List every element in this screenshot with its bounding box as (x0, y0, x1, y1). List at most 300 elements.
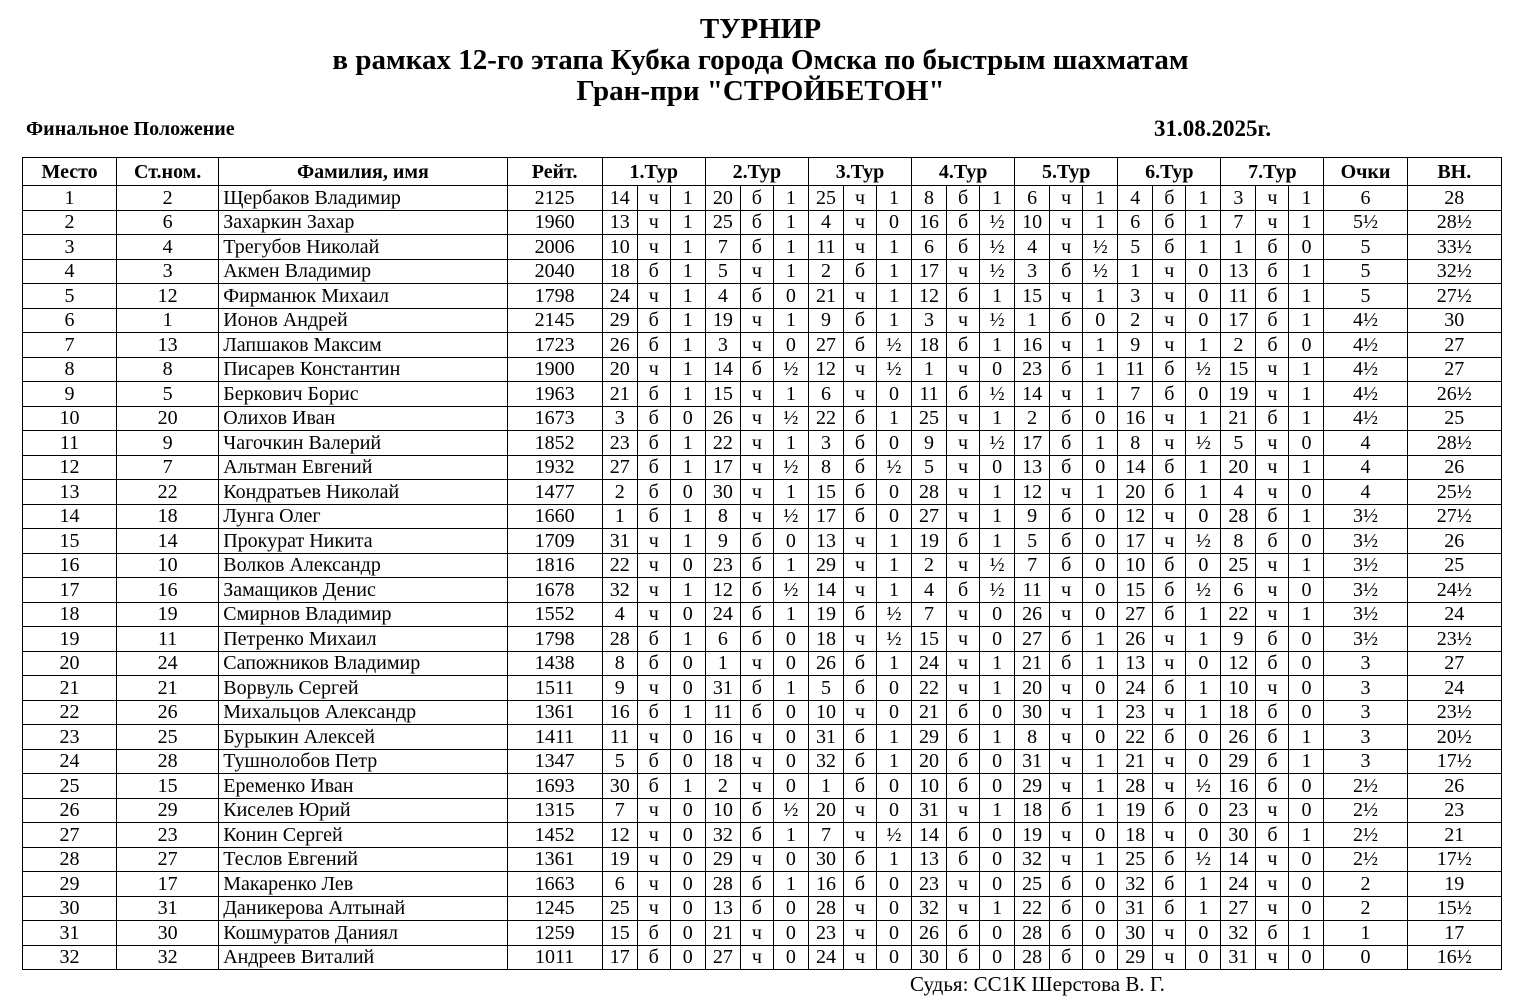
table-row (23, 872, 1502, 897)
cell-round-7-opponent: 21 (1221, 406, 1256, 431)
cell-round-3-result: 1 (876, 308, 911, 333)
cell-round-6-color: ч (1153, 284, 1186, 309)
cell-start-no: 23 (117, 823, 219, 848)
cell-round-7-opponent: 6 (1221, 578, 1256, 603)
cell-round-6-result: 1 (1186, 235, 1221, 260)
cell-round-2-result: 0 (773, 725, 808, 750)
cell-rating: 1011 (507, 945, 602, 970)
cell-round-1-result: 1 (670, 431, 705, 456)
cell-points: 4½ (1324, 382, 1407, 407)
cell-round-4-opponent: 13 (912, 847, 947, 872)
cell-round-3-result: ½ (876, 823, 911, 848)
cell-round-2-opponent: 10 (705, 798, 740, 823)
table-row (23, 896, 1502, 921)
cell-name: Фирманюк Михаил (219, 284, 507, 309)
cell-start-no: 28 (117, 749, 219, 774)
cell-round-2-opponent: 13 (705, 896, 740, 921)
cell-name: Михальцов Александр (219, 700, 507, 725)
cell-round-4-opponent: 18 (912, 333, 947, 358)
cell-place: 2 (23, 210, 117, 235)
cell-round-1-result: 0 (670, 823, 705, 848)
cell-round-2-opponent: 12 (705, 578, 740, 603)
cell-round-3-result: 0 (876, 945, 911, 970)
cell-round-1-color: б (637, 431, 670, 456)
cell-tiebreak: 15½ (1407, 896, 1501, 921)
cell-round-7-opponent: 19 (1221, 382, 1256, 407)
cell-round-2-result: ½ (773, 798, 808, 823)
cell-round-7-opponent: 9 (1221, 627, 1256, 652)
cell-round-2-opponent: 3 (705, 333, 740, 358)
cell-round-1-color: ч (637, 676, 670, 701)
cell-round-5-opponent: 20 (1015, 676, 1050, 701)
cell-round-7-opponent: 23 (1221, 798, 1256, 823)
cell-round-3-opponent: 21 (808, 284, 843, 309)
col-round-6: 6.Тур (1118, 158, 1221, 186)
table-row (23, 382, 1502, 407)
cell-place: 31 (23, 921, 117, 946)
cell-round-2-result: 0 (773, 945, 808, 970)
cell-round-7-result: 0 (1289, 700, 1324, 725)
cell-round-5-result: 1 (1083, 210, 1118, 235)
cell-place: 28 (23, 847, 117, 872)
cell-start-no: 27 (117, 847, 219, 872)
cell-tiebreak: 26½ (1407, 382, 1501, 407)
cell-start-no: 20 (117, 406, 219, 431)
cell-round-3-result: 0 (876, 872, 911, 897)
cell-round-6-color: б (1153, 602, 1186, 627)
cell-round-6-color: ч (1153, 259, 1186, 284)
cell-rating: 1259 (507, 921, 602, 946)
cell-round-5-opponent: 8 (1015, 725, 1050, 750)
cell-round-3-opponent: 32 (808, 749, 843, 774)
cell-round-3-color: ч (843, 945, 876, 970)
cell-round-4-result: ½ (980, 259, 1015, 284)
cell-rating: 1709 (507, 529, 602, 554)
cell-points: 4 (1324, 480, 1407, 505)
cell-round-7-color: ч (1256, 357, 1289, 382)
cell-round-3-color: б (843, 725, 876, 750)
cell-round-2-result: 0 (773, 700, 808, 725)
table-row (23, 578, 1502, 603)
cell-round-6-opponent: 7 (1118, 382, 1153, 407)
cell-round-7-color: б (1256, 823, 1289, 848)
cell-round-2-result: 1 (773, 602, 808, 627)
cell-round-7-color: ч (1256, 602, 1289, 627)
cell-points: 3 (1324, 749, 1407, 774)
cell-round-3-color: ч (843, 798, 876, 823)
cell-round-3-color: ч (843, 627, 876, 652)
cell-round-5-color: ч (1050, 700, 1083, 725)
cell-round-4-opponent: 1 (912, 357, 947, 382)
cell-round-1-result: 0 (670, 847, 705, 872)
cell-tiebreak: 24½ (1407, 578, 1501, 603)
cell-round-4-opponent: 2 (912, 553, 947, 578)
cell-round-2-opponent: 23 (705, 553, 740, 578)
cell-tiebreak: 28½ (1407, 431, 1501, 456)
cell-round-4-color: б (947, 529, 980, 554)
judge-signature: Судья: СС1К Шерстова В. Г. (910, 972, 1165, 996)
cell-round-3-result: 1 (876, 406, 911, 431)
cell-round-6-color: ч (1153, 431, 1186, 456)
cell-tiebreak: 19 (1407, 872, 1501, 897)
cell-round-5-opponent: 9 (1015, 504, 1050, 529)
cell-place: 32 (23, 945, 117, 970)
cell-place: 30 (23, 896, 117, 921)
cell-round-5-opponent: 23 (1015, 357, 1050, 382)
cell-round-5-result: 1 (1083, 700, 1118, 725)
cell-round-6-opponent: 29 (1118, 945, 1153, 970)
table-row (23, 529, 1502, 554)
cell-points: 3½ (1324, 578, 1407, 603)
cell-round-2-opponent: 15 (705, 382, 740, 407)
cell-round-4-result: 1 (980, 186, 1015, 211)
cell-round-5-opponent: 3 (1015, 259, 1050, 284)
cell-tiebreak: 30 (1407, 308, 1501, 333)
col-round-1: 1.Тур (602, 158, 705, 186)
cell-round-3-color: б (843, 308, 876, 333)
cell-round-7-result: 1 (1289, 504, 1324, 529)
cell-round-6-opponent: 26 (1118, 627, 1153, 652)
table-row (23, 823, 1502, 848)
cell-round-2-opponent: 4 (705, 284, 740, 309)
cell-round-7-color: б (1256, 406, 1289, 431)
cell-round-1-result: 0 (670, 480, 705, 505)
table-row (23, 725, 1502, 750)
cell-round-7-result: 0 (1289, 774, 1324, 799)
cell-round-1-color: б (637, 259, 670, 284)
cell-round-3-result: ½ (876, 455, 911, 480)
cell-round-6-opponent: 20 (1118, 480, 1153, 505)
cell-round-1-opponent: 14 (602, 186, 637, 211)
cell-name: Ионов Андрей (219, 308, 507, 333)
cell-round-4-color: ч (947, 308, 980, 333)
cell-round-2-color: ч (740, 480, 773, 505)
cell-round-3-result: 0 (876, 700, 911, 725)
cell-round-1-color: ч (637, 529, 670, 554)
cell-round-4-result: ½ (980, 553, 1015, 578)
cell-round-2-result: 1 (773, 308, 808, 333)
cell-round-2-color: ч (740, 382, 773, 407)
cell-round-6-color: ч (1153, 749, 1186, 774)
cell-place: 20 (23, 651, 117, 676)
cell-round-7-color: ч (1256, 676, 1289, 701)
cell-round-5-color: ч (1050, 480, 1083, 505)
cell-round-1-result: 1 (670, 627, 705, 652)
cell-round-3-result: 1 (876, 553, 911, 578)
cell-round-2-color: ч (740, 455, 773, 480)
cell-round-2-color: ч (740, 921, 773, 946)
col-start-no: Ст.ном. (117, 158, 219, 186)
cell-name: Макаренко Лев (219, 872, 507, 897)
col-place: Место (23, 158, 117, 186)
cell-round-7-result: 0 (1289, 333, 1324, 358)
cell-round-6-result: 0 (1186, 749, 1221, 774)
cell-round-7-color: ч (1256, 431, 1289, 456)
cell-round-5-color: б (1050, 798, 1083, 823)
cell-round-5-opponent: 29 (1015, 774, 1050, 799)
cell-start-no: 31 (117, 896, 219, 921)
cell-round-2-color: ч (740, 774, 773, 799)
cell-round-3-color: б (843, 431, 876, 456)
cell-name: Кошмуратов Даниял (219, 921, 507, 946)
cell-round-4-opponent: 4 (912, 578, 947, 603)
cell-round-6-color: б (1153, 186, 1186, 211)
cell-round-2-opponent: 30 (705, 480, 740, 505)
cell-round-6-opponent: 19 (1118, 798, 1153, 823)
cell-round-6-opponent: 11 (1118, 357, 1153, 382)
cell-round-5-opponent: 26 (1015, 602, 1050, 627)
cell-round-1-result: 1 (670, 186, 705, 211)
cell-round-6-result: ½ (1186, 578, 1221, 603)
cell-round-1-color: б (637, 921, 670, 946)
cell-round-1-opponent: 11 (602, 725, 637, 750)
cell-round-6-opponent: 32 (1118, 872, 1153, 897)
cell-round-5-result: 0 (1083, 529, 1118, 554)
cell-round-7-opponent: 25 (1221, 553, 1256, 578)
cell-round-4-color: б (947, 749, 980, 774)
col-points: Очки (1324, 158, 1407, 186)
cell-round-6-color: ч (1153, 651, 1186, 676)
cell-round-7-opponent: 32 (1221, 921, 1256, 946)
cell-round-3-result: 1 (876, 749, 911, 774)
cell-round-5-opponent: 5 (1015, 529, 1050, 554)
cell-round-3-opponent: 24 (808, 945, 843, 970)
cell-tiebreak: 16½ (1407, 945, 1501, 970)
cell-points: 6 (1324, 186, 1407, 211)
cell-round-1-color: б (637, 382, 670, 407)
cell-round-1-opponent: 3 (602, 406, 637, 431)
cell-round-1-opponent: 18 (602, 259, 637, 284)
cell-round-1-result: 1 (670, 259, 705, 284)
cell-round-3-opponent: 27 (808, 333, 843, 358)
cell-round-1-opponent: 6 (602, 872, 637, 897)
cell-round-3-color: б (843, 259, 876, 284)
cell-round-1-opponent: 15 (602, 921, 637, 946)
cell-rating: 1361 (507, 700, 602, 725)
cell-rating: 1663 (507, 872, 602, 897)
cell-round-1-color: б (637, 945, 670, 970)
cell-round-1-opponent: 1 (602, 504, 637, 529)
cell-round-7-result: 1 (1289, 725, 1324, 750)
cell-round-5-color: ч (1050, 725, 1083, 750)
cell-round-7-color: б (1256, 259, 1289, 284)
cell-round-3-color: ч (843, 357, 876, 382)
cell-rating: 1963 (507, 382, 602, 407)
cell-points: 3½ (1324, 553, 1407, 578)
cell-name: Писарев Константин (219, 357, 507, 382)
cell-rating: 1932 (507, 455, 602, 480)
cell-round-6-opponent: 4 (1118, 186, 1153, 211)
cell-name: Лунга Олег (219, 504, 507, 529)
cell-round-6-color: ч (1153, 308, 1186, 333)
col-round-5: 5.Тур (1015, 158, 1118, 186)
cell-round-5-color: б (1050, 308, 1083, 333)
cell-round-4-result: 1 (980, 896, 1015, 921)
cell-round-2-opponent: 14 (705, 357, 740, 382)
cell-round-4-result: 1 (980, 676, 1015, 701)
cell-round-4-color: ч (947, 896, 980, 921)
table-row (23, 308, 1502, 333)
cell-round-2-result: 0 (773, 627, 808, 652)
cell-round-5-color: б (1050, 504, 1083, 529)
cell-round-4-color: ч (947, 259, 980, 284)
cell-name: Трегубов Николай (219, 235, 507, 260)
cell-place: 12 (23, 455, 117, 480)
cell-tiebreak: 21 (1407, 823, 1501, 848)
cell-round-4-result: 0 (980, 749, 1015, 774)
cell-round-2-opponent: 17 (705, 455, 740, 480)
cell-round-5-result: 0 (1083, 602, 1118, 627)
cell-round-2-color: ч (740, 725, 773, 750)
cell-round-7-color: б (1256, 529, 1289, 554)
cell-round-3-result: 0 (876, 896, 911, 921)
cell-round-3-opponent: 13 (808, 529, 843, 554)
cell-round-4-opponent: 27 (912, 504, 947, 529)
cell-round-7-color: ч (1256, 896, 1289, 921)
table-row (23, 333, 1502, 358)
document-header (0, 14, 1521, 107)
cell-round-3-color: б (843, 602, 876, 627)
cell-place: 7 (23, 333, 117, 358)
cell-name: Прокурат Никита (219, 529, 507, 554)
cell-round-7-color: ч (1256, 210, 1289, 235)
cell-round-5-result: 1 (1083, 186, 1118, 211)
cell-round-2-result: 1 (773, 382, 808, 407)
document-title: ТУРНИР (699, 13, 822, 45)
cell-round-5-opponent: 16 (1015, 333, 1050, 358)
cell-start-no: 17 (117, 872, 219, 897)
cell-place: 5 (23, 284, 117, 309)
cell-round-4-color: б (947, 382, 980, 407)
cell-round-4-color: ч (947, 455, 980, 480)
cell-round-5-opponent: 14 (1015, 382, 1050, 407)
cell-round-4-color: ч (947, 480, 980, 505)
cell-round-3-result: 1 (876, 725, 911, 750)
cell-round-1-result: 0 (670, 406, 705, 431)
cell-tiebreak: 25 (1407, 553, 1501, 578)
cell-points: 4½ (1324, 406, 1407, 431)
cell-round-6-result: 1 (1186, 872, 1221, 897)
cell-round-6-color: б (1153, 382, 1186, 407)
cell-place: 16 (23, 553, 117, 578)
cell-round-4-color: ч (947, 504, 980, 529)
cell-round-5-result: 1 (1083, 749, 1118, 774)
cell-round-4-opponent: 17 (912, 259, 947, 284)
table-row (23, 651, 1502, 676)
cell-round-1-color: ч (637, 210, 670, 235)
cell-rating: 1960 (507, 210, 602, 235)
cell-place: 18 (23, 602, 117, 627)
cell-name: Петренко Михаил (219, 627, 507, 652)
cell-round-5-result: 1 (1083, 627, 1118, 652)
cell-points: 5 (1324, 259, 1407, 284)
cell-points: 1 (1324, 921, 1407, 946)
cell-tiebreak: 23 (1407, 798, 1501, 823)
cell-round-5-result: 1 (1083, 333, 1118, 358)
cell-round-5-result: 0 (1083, 945, 1118, 970)
cell-tiebreak: 33½ (1407, 235, 1501, 260)
cell-rating: 1552 (507, 602, 602, 627)
cell-round-6-opponent: 27 (1118, 602, 1153, 627)
cell-round-4-result: 0 (980, 602, 1015, 627)
cell-round-5-opponent: 30 (1015, 700, 1050, 725)
cell-tiebreak: 17½ (1407, 749, 1501, 774)
cell-round-6-result: 1 (1186, 896, 1221, 921)
cell-round-2-opponent: 16 (705, 725, 740, 750)
cell-round-4-result: 0 (980, 823, 1015, 848)
cell-round-6-color: б (1153, 455, 1186, 480)
cell-tiebreak: 27 (1407, 651, 1501, 676)
cell-points: 2½ (1324, 774, 1407, 799)
cell-round-6-color: ч (1153, 627, 1186, 652)
cell-round-5-result: 1 (1083, 798, 1118, 823)
cell-start-no: 24 (117, 651, 219, 676)
cell-round-6-result: 1 (1186, 406, 1221, 431)
cell-round-6-color: б (1153, 480, 1186, 505)
cell-round-4-color: ч (947, 676, 980, 701)
table-row (23, 259, 1502, 284)
cell-round-3-result: 1 (876, 259, 911, 284)
cell-round-7-color: б (1256, 333, 1289, 358)
cell-round-6-color: ч (1153, 823, 1186, 848)
cell-round-3-color: ч (843, 529, 876, 554)
cell-tiebreak: 25½ (1407, 480, 1501, 505)
cell-round-5-color: ч (1050, 186, 1083, 211)
cell-round-1-color: ч (637, 284, 670, 309)
results-body (23, 186, 1502, 970)
cell-rating: 1438 (507, 651, 602, 676)
cell-round-5-opponent: 4 (1015, 235, 1050, 260)
cell-round-2-color: б (740, 700, 773, 725)
cell-round-1-color: б (637, 480, 670, 505)
col-round-4: 4.Тур (912, 158, 1015, 186)
cell-round-7-opponent: 2 (1221, 333, 1256, 358)
cell-round-5-color: б (1050, 529, 1083, 554)
cell-place: 8 (23, 357, 117, 382)
cell-round-2-color: б (740, 602, 773, 627)
cell-round-3-color: ч (843, 896, 876, 921)
cell-round-6-color: б (1153, 357, 1186, 382)
cell-tiebreak: 28½ (1407, 210, 1501, 235)
cell-round-1-opponent: 19 (602, 847, 637, 872)
cell-name: Олихов Иван (219, 406, 507, 431)
table-row (23, 455, 1502, 480)
cell-round-6-color: ч (1153, 945, 1186, 970)
cell-round-2-result: 0 (773, 333, 808, 358)
cell-round-7-result: 1 (1289, 749, 1324, 774)
cell-round-2-result: 0 (773, 921, 808, 946)
cell-rating: 1361 (507, 847, 602, 872)
cell-round-7-opponent: 20 (1221, 455, 1256, 480)
col-round-3: 3.Тур (808, 158, 911, 186)
cell-round-2-opponent: 2 (705, 774, 740, 799)
col-rating: Рейт. (507, 158, 602, 186)
cell-round-3-result: ½ (876, 357, 911, 382)
cell-round-7-opponent: 24 (1221, 872, 1256, 897)
cell-round-1-opponent: 7 (602, 798, 637, 823)
cell-round-2-opponent: 22 (705, 431, 740, 456)
cell-round-1-result: 0 (670, 676, 705, 701)
cell-name: Теслов Евгений (219, 847, 507, 872)
cell-place: 29 (23, 872, 117, 897)
cell-start-no: 10 (117, 553, 219, 578)
cell-round-7-opponent: 8 (1221, 529, 1256, 554)
cell-round-4-result: 1 (980, 480, 1015, 505)
cell-round-7-opponent: 29 (1221, 749, 1256, 774)
cell-round-2-opponent: 21 (705, 921, 740, 946)
table-row (23, 749, 1502, 774)
cell-round-2-color: б (740, 578, 773, 603)
